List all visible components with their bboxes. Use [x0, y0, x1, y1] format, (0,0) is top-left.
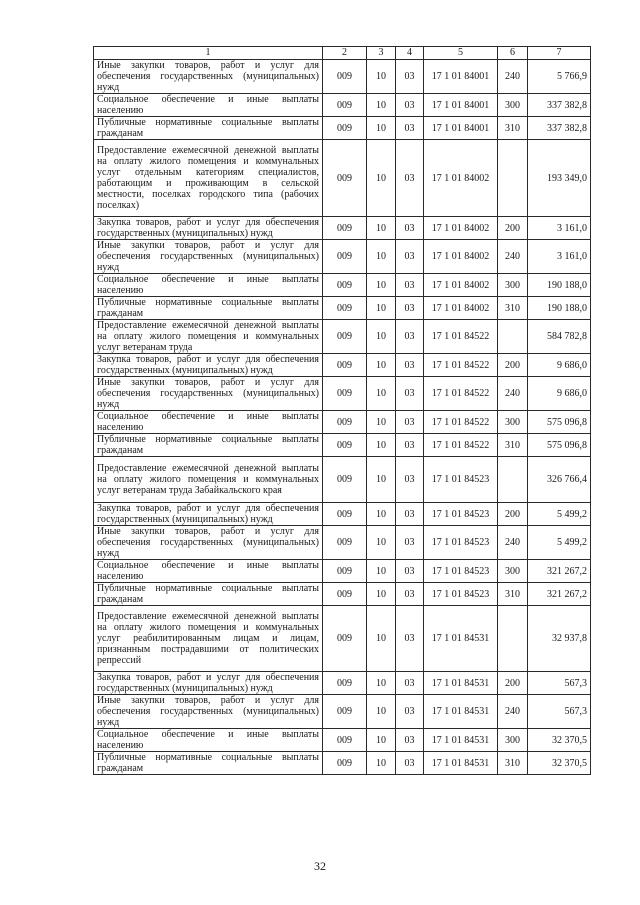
row-subsection-cell: 03: [396, 434, 424, 457]
row-name-cell: Социальное обеспечение и иные выплаты населению: [94, 729, 323, 752]
row-target-article-cell: 17 1 01 84001: [424, 94, 498, 117]
table-row: [94, 526, 591, 560]
row-section-cell: 10: [367, 411, 396, 434]
row-target-article-cell: 17 1 01 84523: [424, 503, 498, 526]
row-expense-type-cell: 200: [498, 354, 528, 377]
header-col-2: 2: [323, 47, 367, 60]
row-amount-cell: 567,3: [528, 672, 591, 695]
row-subsection-cell: 03: [396, 503, 424, 526]
row-section-cell: 10: [367, 672, 396, 695]
table-row: [94, 434, 591, 457]
row-target-article-cell: 17 1 01 84531: [424, 752, 498, 775]
table-row: [94, 606, 591, 672]
table-row: [94, 94, 591, 117]
row-admin-code-cell: 009: [323, 560, 367, 583]
row-name-cell: Публичные нормативные социальные выплаты гражданам: [94, 117, 323, 140]
row-name-cell: Предоставление ежемесячной денежной выплаты на оплату жилого помещения и коммунальных услуг ветеранам труда Забайкальского края: [94, 457, 323, 503]
row-amount-cell: 32 370,5: [528, 752, 591, 775]
row-section-cell: 10: [367, 297, 396, 320]
row-section-cell: 10: [367, 752, 396, 775]
row-subsection-cell: 03: [396, 560, 424, 583]
row-name-cell: Публичные нормативные социальные выплаты гражданам: [94, 583, 323, 606]
header-col-5: 5: [424, 47, 498, 60]
row-amount-cell: 567,3: [528, 695, 591, 729]
row-name-cell: Социальное обеспечение и иные выплаты населению: [94, 274, 323, 297]
table-row: [94, 752, 591, 775]
row-amount-cell: 584 782,8: [528, 320, 591, 354]
table-row: [94, 240, 591, 274]
row-name-cell: Закупка товаров, работ и услуг для обеспечения государственных (муниципальных) нужд: [94, 217, 323, 240]
row-expense-type-cell: 300: [498, 94, 528, 117]
row-name-cell: Предоставление ежемесячной денежной выплаты на оплату жилого помещения и коммунальных услуг ветеранам труда: [94, 320, 323, 354]
row-target-article-cell: 17 1 01 84522: [424, 434, 498, 457]
row-target-article-cell: 17 1 01 84531: [424, 606, 498, 672]
row-target-article-cell: 17 1 01 84001: [424, 60, 498, 94]
header-col-6: 6: [498, 47, 528, 60]
row-subsection-cell: 03: [396, 411, 424, 434]
row-admin-code-cell: 009: [323, 672, 367, 695]
row-admin-code-cell: 009: [323, 752, 367, 775]
row-amount-cell: 575 096,8: [528, 411, 591, 434]
row-section-cell: 10: [367, 434, 396, 457]
row-admin-code-cell: 009: [323, 411, 367, 434]
row-target-article-cell: 17 1 01 84001: [424, 117, 498, 140]
row-subsection-cell: 03: [396, 60, 424, 94]
row-amount-cell: 9 686,0: [528, 354, 591, 377]
row-target-article-cell: 17 1 01 84523: [424, 526, 498, 560]
row-expense-type-cell: 310: [498, 752, 528, 775]
table-row: [94, 140, 591, 217]
row-admin-code-cell: 009: [323, 434, 367, 457]
row-amount-cell: 5 766,9: [528, 60, 591, 94]
row-section-cell: 10: [367, 503, 396, 526]
row-expense-type-cell: 300: [498, 274, 528, 297]
row-name-cell: Социальное обеспечение и иные выплаты населению: [94, 94, 323, 117]
row-expense-type-cell: [498, 320, 528, 354]
row-amount-cell: 9 686,0: [528, 377, 591, 411]
row-section-cell: 10: [367, 60, 396, 94]
row-subsection-cell: 03: [396, 240, 424, 274]
row-name-cell: Иные закупки товаров, работ и услуг для обеспечения государственных (муниципальных) нужд: [94, 377, 323, 411]
row-section-cell: 10: [367, 729, 396, 752]
table-row: [94, 560, 591, 583]
row-target-article-cell: 17 1 01 84522: [424, 354, 498, 377]
row-section-cell: 10: [367, 140, 396, 217]
row-target-article-cell: 17 1 01 84002: [424, 240, 498, 274]
table-header-row: [94, 47, 591, 60]
row-expense-type-cell: 300: [498, 729, 528, 752]
row-name-cell: Публичные нормативные социальные выплаты гражданам: [94, 752, 323, 775]
row-admin-code-cell: 009: [323, 117, 367, 140]
row-subsection-cell: 03: [396, 117, 424, 140]
row-section-cell: 10: [367, 583, 396, 606]
row-amount-cell: 32 370,5: [528, 729, 591, 752]
row-admin-code-cell: 009: [323, 297, 367, 320]
row-admin-code-cell: 009: [323, 274, 367, 297]
row-subsection-cell: 03: [396, 583, 424, 606]
row-section-cell: 10: [367, 117, 396, 140]
row-target-article-cell: 17 1 01 84002: [424, 297, 498, 320]
row-name-cell: Иные закупки товаров, работ и услуг для обеспечения государственных (муниципальных) нужд: [94, 695, 323, 729]
row-subsection-cell: 03: [396, 274, 424, 297]
row-name-cell: Иные закупки товаров, работ и услуг для обеспечения государственных (муниципальных) нужд: [94, 60, 323, 94]
row-expense-type-cell: 310: [498, 117, 528, 140]
row-target-article-cell: 17 1 01 84531: [424, 672, 498, 695]
row-admin-code-cell: 009: [323, 606, 367, 672]
row-subsection-cell: 03: [396, 320, 424, 354]
row-expense-type-cell: 300: [498, 560, 528, 583]
row-target-article-cell: 17 1 01 84531: [424, 729, 498, 752]
page-number: 32: [314, 859, 326, 873]
row-name-cell: Иные закупки товаров, работ и услуг для обеспечения государственных (муниципальных) нужд: [94, 240, 323, 274]
row-admin-code-cell: 009: [323, 60, 367, 94]
row-expense-type-cell: 200: [498, 672, 528, 695]
row-target-article-cell: 17 1 01 84531: [424, 695, 498, 729]
row-expense-type-cell: 240: [498, 240, 528, 274]
row-subsection-cell: 03: [396, 217, 424, 240]
row-target-article-cell: 17 1 01 84522: [424, 377, 498, 411]
row-admin-code-cell: 009: [323, 729, 367, 752]
row-section-cell: 10: [367, 560, 396, 583]
row-section-cell: 10: [367, 217, 396, 240]
row-name-cell: Социальное обеспечение и иные выплаты населению: [94, 411, 323, 434]
row-expense-type-cell: 240: [498, 60, 528, 94]
table-row: [94, 695, 591, 729]
table-row: [94, 217, 591, 240]
row-subsection-cell: 03: [396, 457, 424, 503]
row-amount-cell: 3 161,0: [528, 217, 591, 240]
table-row: [94, 60, 591, 94]
table-row: [94, 457, 591, 503]
header-col-4: 4: [396, 47, 424, 60]
row-amount-cell: 337 382,8: [528, 117, 591, 140]
row-amount-cell: 321 267,2: [528, 583, 591, 606]
row-subsection-cell: 03: [396, 140, 424, 217]
table-row: [94, 274, 591, 297]
row-name-cell: Публичные нормативные социальные выплаты гражданам: [94, 434, 323, 457]
row-name-cell: Закупка товаров, работ и услуг для обеспечения государственных (муниципальных) нужд: [94, 354, 323, 377]
row-admin-code-cell: 009: [323, 217, 367, 240]
row-amount-cell: 193 349,0: [528, 140, 591, 217]
row-name-cell: Закупка товаров, работ и услуг для обеспечения государственных (муниципальных) нужд: [94, 672, 323, 695]
row-expense-type-cell: 240: [498, 377, 528, 411]
row-admin-code-cell: 009: [323, 457, 367, 503]
row-amount-cell: 326 766,4: [528, 457, 591, 503]
row-expense-type-cell: 310: [498, 434, 528, 457]
row-section-cell: 10: [367, 695, 396, 729]
row-name-cell: Закупка товаров, работ и услуг для обеспечения государственных (муниципальных) нужд: [94, 503, 323, 526]
row-expense-type-cell: [498, 606, 528, 672]
row-subsection-cell: 03: [396, 606, 424, 672]
row-subsection-cell: 03: [396, 377, 424, 411]
row-subsection-cell: 03: [396, 297, 424, 320]
row-expense-type-cell: 200: [498, 503, 528, 526]
budget-table: [93, 46, 591, 775]
row-admin-code-cell: 009: [323, 583, 367, 606]
row-expense-type-cell: 310: [498, 297, 528, 320]
row-expense-type-cell: [498, 457, 528, 503]
row-subsection-cell: 03: [396, 526, 424, 560]
row-section-cell: 10: [367, 240, 396, 274]
row-admin-code-cell: 009: [323, 320, 367, 354]
row-amount-cell: 337 382,8: [528, 94, 591, 117]
row-admin-code-cell: 009: [323, 695, 367, 729]
row-admin-code-cell: 009: [323, 526, 367, 560]
row-admin-code-cell: 009: [323, 503, 367, 526]
header-col-1: 1: [94, 47, 323, 60]
row-amount-cell: 5 499,2: [528, 503, 591, 526]
row-expense-type-cell: 310: [498, 583, 528, 606]
row-amount-cell: 5 499,2: [528, 526, 591, 560]
row-subsection-cell: 03: [396, 672, 424, 695]
row-target-article-cell: 17 1 01 84522: [424, 411, 498, 434]
row-section-cell: 10: [367, 377, 396, 411]
row-target-article-cell: 17 1 01 84523: [424, 560, 498, 583]
row-expense-type-cell: 240: [498, 526, 528, 560]
row-amount-cell: 3 161,0: [528, 240, 591, 274]
row-name-cell: Социальное обеспечение и иные выплаты населению: [94, 560, 323, 583]
table-row: [94, 672, 591, 695]
table-row: [94, 117, 591, 140]
row-name-cell: Предоставление ежемесячной денежной выплаты на оплату жилого помещения и коммунальных услуг отдельным категориям специалистов, работающим и проживающим в сельской местности, поселках городского типа (рабочих поселках): [94, 140, 323, 217]
row-name-cell: Предоставление ежемесячной денежной выплаты на оплату жилого помещения и коммунальных услуг реабилитированным лицам и лицам, признанным пострадавшими от политических репрессий: [94, 606, 323, 672]
table-row: [94, 583, 591, 606]
row-subsection-cell: 03: [396, 752, 424, 775]
row-target-article-cell: 17 1 01 84523: [424, 457, 498, 503]
row-subsection-cell: 03: [396, 94, 424, 117]
row-expense-type-cell: 300: [498, 411, 528, 434]
table-row: [94, 354, 591, 377]
row-amount-cell: 190 188,0: [528, 274, 591, 297]
table-body: [94, 47, 591, 775]
row-expense-type-cell: 200: [498, 217, 528, 240]
table-row: [94, 411, 591, 434]
table-row: [94, 729, 591, 752]
row-subsection-cell: 03: [396, 729, 424, 752]
row-amount-cell: 190 188,0: [528, 297, 591, 320]
row-admin-code-cell: 009: [323, 240, 367, 274]
row-section-cell: 10: [367, 94, 396, 117]
row-target-article-cell: 17 1 01 84002: [424, 274, 498, 297]
row-target-article-cell: 17 1 01 84002: [424, 140, 498, 217]
row-target-article-cell: 17 1 01 84002: [424, 217, 498, 240]
row-name-cell: Иные закупки товаров, работ и услуг для обеспечения государственных (муниципальных) нужд: [94, 526, 323, 560]
row-target-article-cell: 17 1 01 84522: [424, 320, 498, 354]
table-row: [94, 503, 591, 526]
row-amount-cell: 32 937,8: [528, 606, 591, 672]
row-admin-code-cell: 009: [323, 94, 367, 117]
row-amount-cell: 321 267,2: [528, 560, 591, 583]
row-section-cell: 10: [367, 526, 396, 560]
row-section-cell: 10: [367, 274, 396, 297]
row-section-cell: 10: [367, 320, 396, 354]
table-row: [94, 297, 591, 320]
header-col-3: 3: [367, 47, 396, 60]
row-section-cell: 10: [367, 457, 396, 503]
row-admin-code-cell: 009: [323, 354, 367, 377]
table-row: [94, 377, 591, 411]
row-subsection-cell: 03: [396, 695, 424, 729]
row-expense-type-cell: [498, 140, 528, 217]
row-admin-code-cell: 009: [323, 140, 367, 217]
row-admin-code-cell: 009: [323, 377, 367, 411]
row-expense-type-cell: 240: [498, 695, 528, 729]
row-target-article-cell: 17 1 01 84523: [424, 583, 498, 606]
table-row: [94, 320, 591, 354]
row-section-cell: 10: [367, 606, 396, 672]
row-name-cell: Публичные нормативные социальные выплаты гражданам: [94, 297, 323, 320]
row-amount-cell: 575 096,8: [528, 434, 591, 457]
header-col-7: 7: [528, 47, 591, 60]
row-subsection-cell: 03: [396, 354, 424, 377]
row-section-cell: 10: [367, 354, 396, 377]
